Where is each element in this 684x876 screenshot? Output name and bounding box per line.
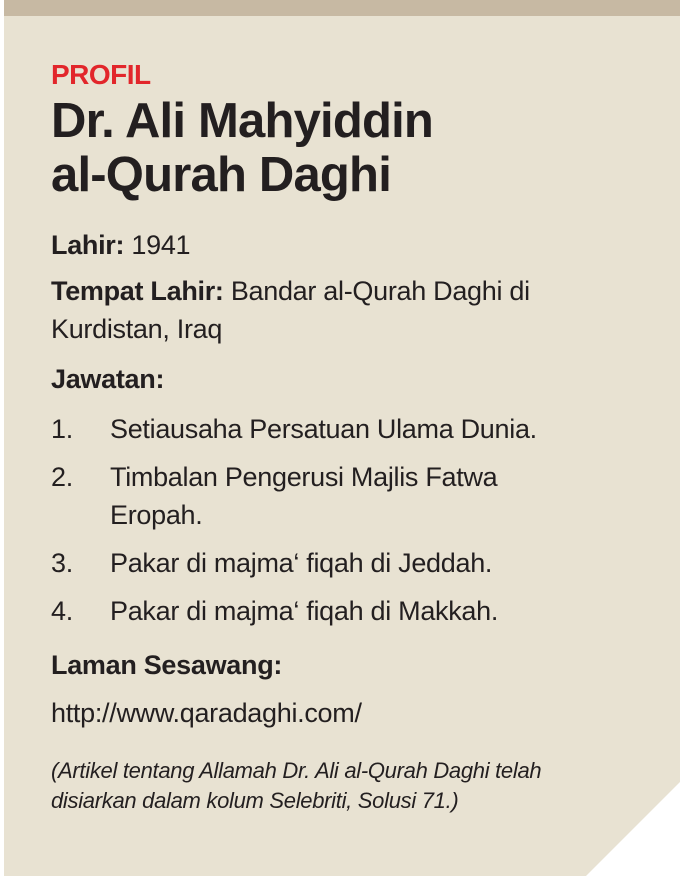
birth-year-field (51, 226, 651, 264)
profile-title (51, 94, 651, 202)
birthplace-field (51, 272, 611, 348)
birth-year-value: 1941 (131, 230, 191, 260)
website-heading: Laman Sesawang: (51, 650, 283, 680)
title-line-1: Dr. Ali Mahyiddin (51, 94, 434, 148)
list-item-number: 1. (51, 414, 73, 444)
top-accent-bar (4, 0, 680, 16)
birth-year-label: Lahir: (51, 230, 125, 260)
list-item (51, 410, 590, 448)
list-item-text: Setiausaha Persatuan Ulama Dunia. (110, 414, 537, 444)
birthplace-value: Bandar al-Qurah Daghi di Kurdistan, Iraq (51, 276, 530, 344)
list-item-number: 4. (51, 596, 73, 626)
list-item (51, 592, 590, 630)
list-item-text: Pakar di majma‘ fiqah di Jeddah. (110, 548, 493, 578)
folded-corner (586, 782, 680, 876)
list-item-number: 3. (51, 548, 73, 578)
positions-list (51, 410, 651, 630)
list-item-number: 2. (51, 462, 73, 492)
profile-card (4, 0, 680, 876)
footnote: (Artikel tentang Allamah Dr. Ali al-Qurah Daghi telah disiarkan dalam kolum Selebriti, Solusi 71.) (51, 758, 542, 813)
birthplace-label: Tempat Lahir: (51, 276, 224, 306)
positions-heading: Jawatan: (51, 364, 165, 394)
list-item (51, 458, 590, 534)
title-line-2: al-Qurah Daghi (51, 148, 392, 202)
list-item (51, 544, 590, 582)
website-url: http://www.qaradaghi.com/ (51, 698, 362, 728)
profile-content (51, 58, 651, 816)
list-item-text: Pakar di majma‘ fiqah di Makkah. (110, 596, 499, 626)
list-item-text: Timbalan Pengerusi Majlis Fatwa Eropah. (110, 462, 498, 530)
section-kicker: PROFIL (51, 59, 151, 90)
